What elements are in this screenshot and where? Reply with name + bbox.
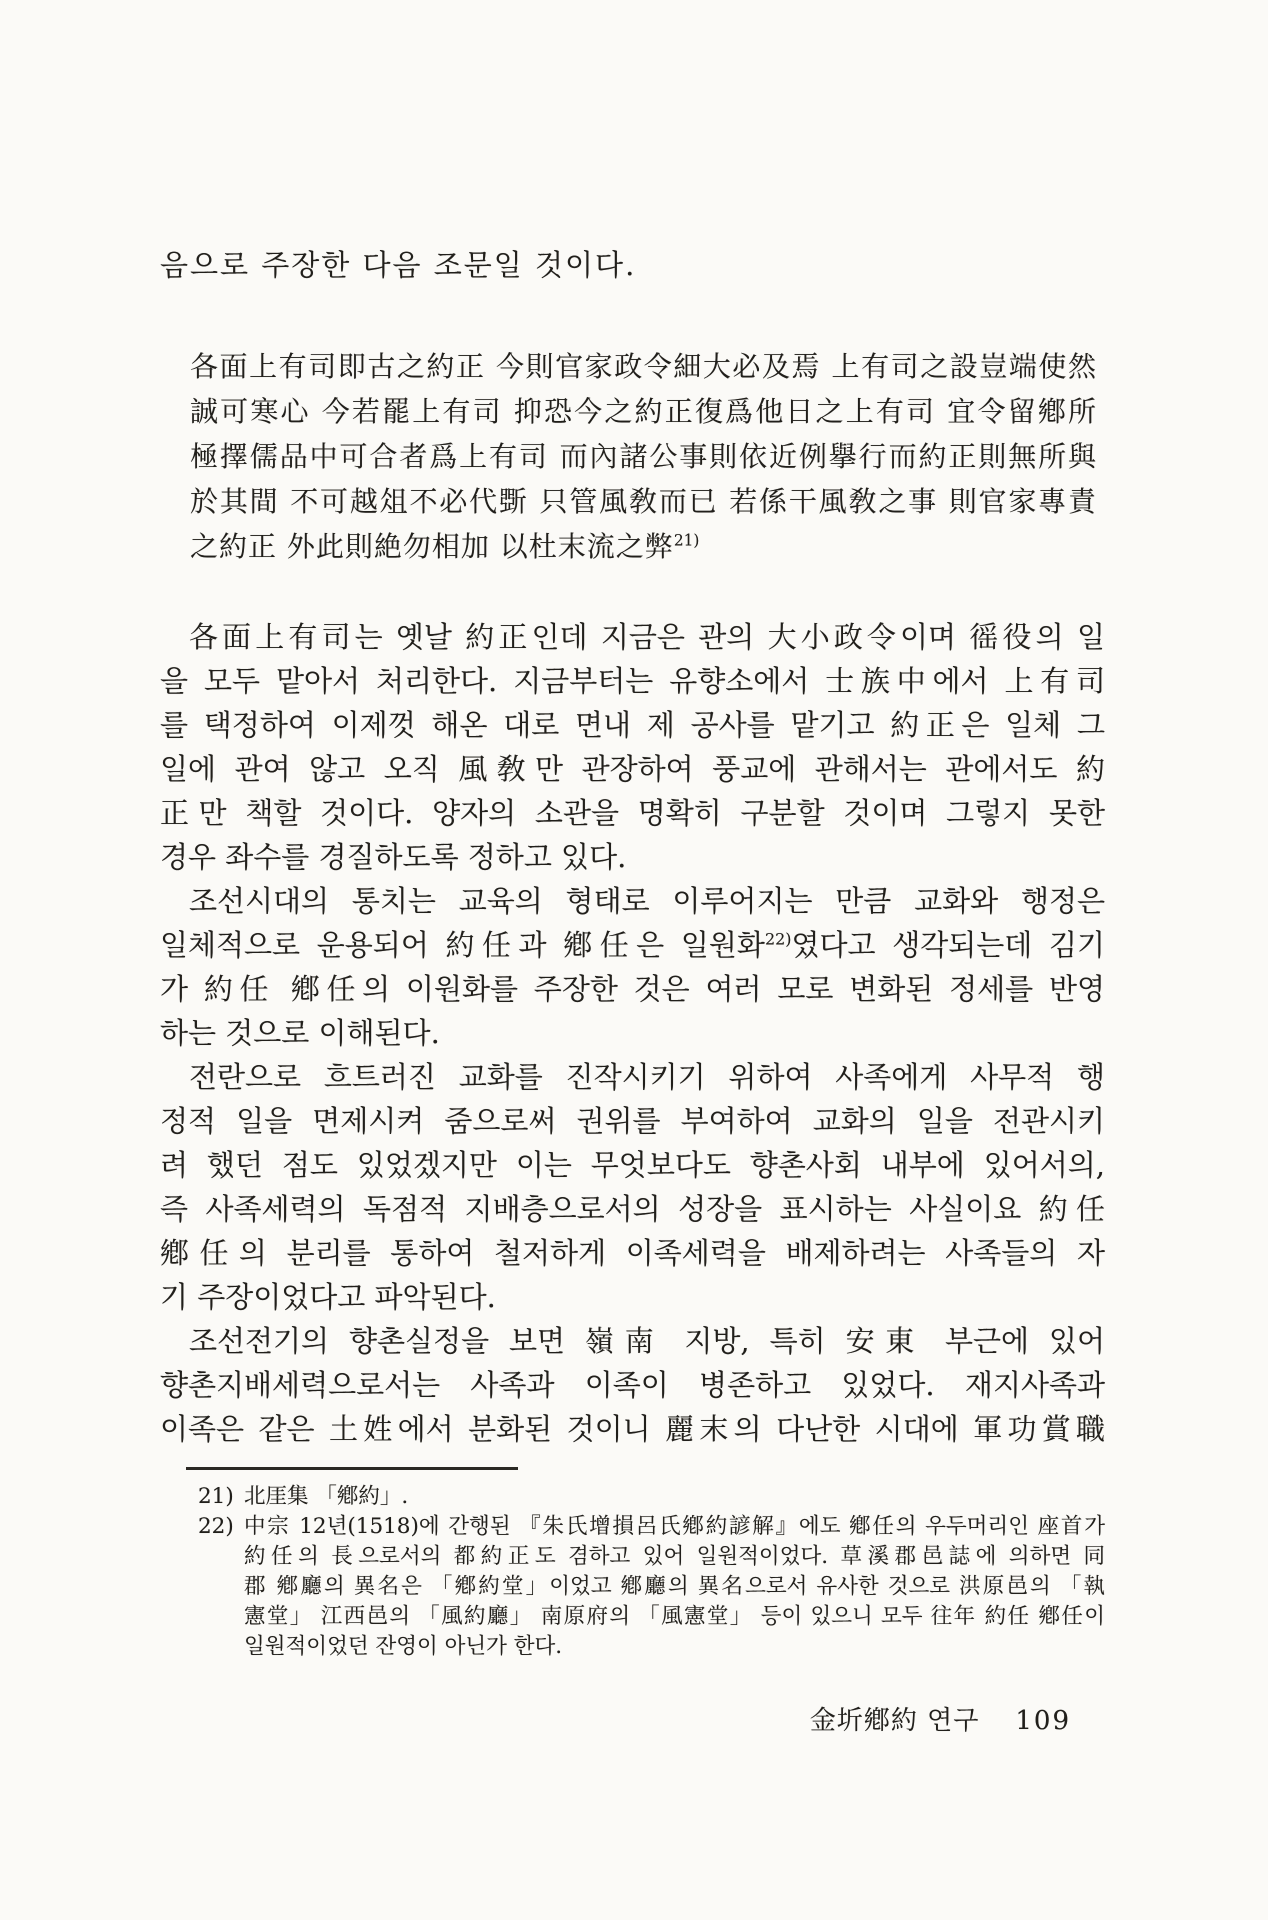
text-run: 하는 것으로 이해된다.	[160, 1016, 440, 1050]
text-line	[160, 1187, 1105, 1231]
text-line	[160, 747, 1105, 791]
text-line	[190, 434, 1097, 479]
text-line	[160, 923, 1105, 967]
text-run: 北厓集 「鄕約」.	[244, 1484, 409, 1509]
text-run: 極擇儒品中可合者爲上有司 而內諸公事則依近例擧行而約正則無所與	[190, 440, 1097, 473]
text-run: 일에 관여 않고 오직 風敎만 관장하여 풍교에 관해서는 관에서도 約	[160, 752, 1105, 786]
page-footer	[160, 1700, 1105, 1737]
text-run: 가 約任 鄕任의 이원화를 주장한 것은 여러 모로 변화된 정세를 반영	[160, 972, 1105, 1006]
text-line	[160, 1099, 1105, 1143]
text-run: 전란으로 흐트러진 교화를 진작시키기 위하여 사족에게 사무적 행	[189, 1060, 1105, 1094]
footnote-22	[198, 1512, 1105, 1662]
running-title: 金圻鄕約 연구	[809, 1706, 980, 1736]
text-line	[160, 967, 1105, 1011]
text-run: 各面上有司即古之約正 今則官家政令細大必及焉 上有司之設豈端使然	[190, 350, 1097, 383]
text-line	[160, 1275, 1105, 1319]
text-run: 려 했던 점도 있었겠지만 이는 무엇보다도 향촌사회 내부에 있어서의,	[160, 1148, 1105, 1182]
body-text	[160, 615, 1105, 1451]
text-run: 를 택정하여 이제껏 해온 대로 면내 제 공사를 맡기고 約正은 일체 그	[160, 708, 1105, 742]
footnote-text	[244, 1482, 1105, 1512]
text-line	[190, 479, 1097, 524]
footnote-number: 21)	[198, 1484, 234, 1509]
text-run: 을 모두 맡아서 처리한다. 지금부터는 유향소에서 士族中에서 上有司	[160, 664, 1105, 698]
page-number: 109	[1015, 1706, 1071, 1736]
text-run: 中宗 12년(1518)에 간행된 『朱氏增損呂氏鄕約諺解』에도 鄕任의 우두머리인 座首가	[244, 1514, 1105, 1539]
text-run: 였다고 생각되는데 김기	[791, 928, 1105, 962]
text-line	[160, 835, 1105, 879]
text-run: 於其間 不可越俎不必代斲 只管風敎而已 若係干風敎之事 則官家專責	[190, 485, 1097, 518]
text-run: 各面上有司는 옛날 約正인데 지금은 관의 大小政令이며 徭役의 일	[189, 620, 1105, 654]
text-run: 조선전기의 향촌실정을 보면 嶺南 지방, 특히 安東 부근에 있어	[189, 1324, 1105, 1358]
text-line	[244, 1482, 1105, 1512]
text-line	[160, 1143, 1105, 1187]
text-line	[160, 1055, 1105, 1099]
text-line	[160, 791, 1105, 835]
intro-paragraph: 음으로 주장한 다음 조문일 것이다.	[160, 248, 637, 282]
text-run: 향촌지배세력으로서는 사족과 이족이 병존하고 있었다. 재지사족과	[160, 1368, 1105, 1402]
text-line	[160, 615, 1105, 659]
text-line	[244, 1572, 1105, 1602]
text-run: 일원적이었던 잔영이 아닌가 한다.	[244, 1634, 563, 1659]
text-line	[244, 1632, 1105, 1662]
text-line	[244, 1602, 1105, 1632]
text-run: 정적 일을 면제시켜 줌으로써 권위를 부여하여 교화의 일을 전관시키	[160, 1104, 1105, 1138]
text-line	[160, 659, 1105, 703]
footnote-separator	[186, 1467, 518, 1470]
text-line	[160, 879, 1105, 923]
text-line	[190, 524, 1097, 569]
text-line	[190, 344, 1097, 389]
text-line	[160, 1231, 1105, 1275]
text-line	[160, 1011, 1105, 1055]
paragraph-4	[160, 1319, 1105, 1451]
text-line	[244, 1512, 1105, 1542]
text-line	[160, 1319, 1105, 1363]
text-run: 正만 책할 것이다. 양자의 소관을 명확히 구분할 것이며 그렇지 못한	[160, 796, 1105, 830]
text-line	[160, 1363, 1105, 1407]
footnote-ref: 21)	[673, 531, 700, 550]
text-run: 憲堂」 江西邑의 「風約廳」 南原府의 「風憲堂」 등이 있으니 모두 往年 約任 鄕任이	[244, 1604, 1105, 1629]
paragraph-2	[160, 879, 1105, 1055]
text-run: 이족은 같은 土姓에서 분화된 것이니 麗末의 다난한 시대에 軍功賞職	[160, 1412, 1105, 1446]
text-run: 誠可寒心 今若罷上有司 抑恐今之約正復爲他日之上有司 宜令留鄕所	[190, 395, 1097, 428]
text-run: 즉 사족세력의 독점적 지배층으로서의 성장을 표시하는 사실이요 約任	[160, 1192, 1105, 1226]
footnote-21	[198, 1482, 1105, 1512]
text-run: 일체적으로 운용되어 約任과 鄕任은 일원화	[160, 928, 765, 962]
footnote-number: 22)	[198, 1514, 234, 1539]
footnote-text	[244, 1512, 1105, 1662]
text-run: 경우 좌수를 경질하도록 정하고 있다.	[160, 840, 627, 874]
text-line	[160, 1407, 1105, 1451]
text-run: 約任의 長으로서의 都約正도 겸하고 있어 일원적이었다. 草溪郡邑誌에 의하면 同	[244, 1544, 1105, 1569]
text-run: 기 주장이었다고 파악된다.	[160, 1280, 496, 1314]
text-run: 조선시대의 통치는 교육의 형태로 이루어지는 만큼 교화와 행정은	[189, 884, 1105, 918]
text-run: 之約正 外此則絶勿相加 以杜末流之弊	[190, 530, 674, 563]
text-line	[244, 1542, 1105, 1572]
text-line	[160, 703, 1105, 747]
text-run: 郡 鄕廳의 異名은 「鄕約堂」이었고 鄕廳의 異名으로서 유사한 것으로 洪原邑의 「執	[244, 1574, 1105, 1599]
footnote-ref: 22)	[764, 929, 792, 949]
text-run: 鄕任의 분리를 통하여 철저하게 이족세력을 배제하려는 사족들의 자	[160, 1236, 1105, 1270]
footnotes-section	[160, 1482, 1105, 1662]
text-line	[190, 389, 1097, 434]
quoted-passage	[190, 344, 1097, 569]
paragraph-1	[160, 615, 1105, 879]
paragraph-3	[160, 1055, 1105, 1319]
